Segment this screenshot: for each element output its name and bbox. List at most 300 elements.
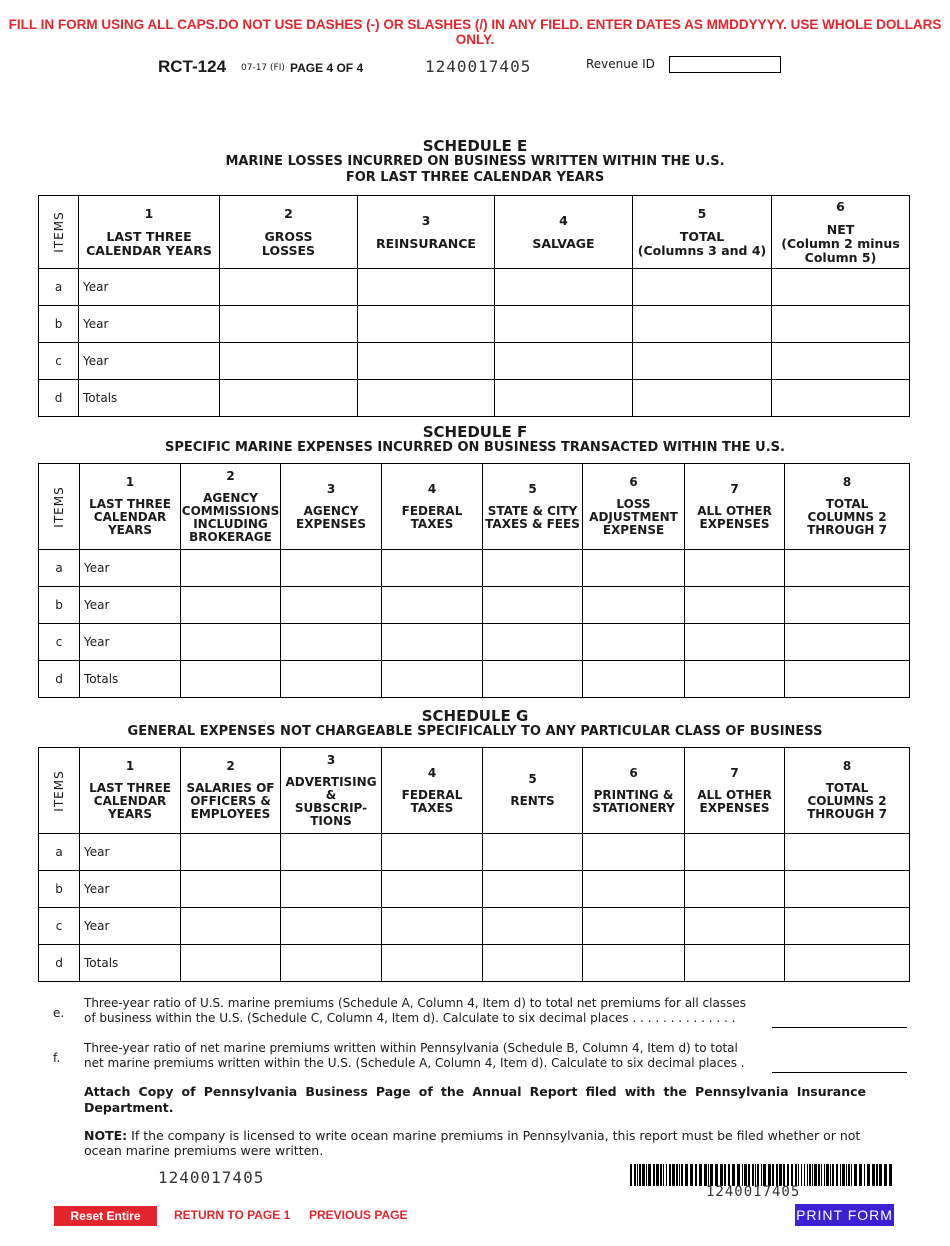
- column-heading-line: YEARS: [107, 523, 153, 537]
- amount-input-cell[interactable]: [685, 587, 785, 624]
- amount-input-cell[interactable]: [382, 587, 483, 624]
- ratio-f-text-2: net marine premiums written within the U.S. (Schedule A, Column 4, Item d). Calculate to six decimal places .: [84, 1056, 745, 1070]
- schedule-g-col-6-header: [583, 748, 685, 834]
- barcode-bar: [653, 1164, 655, 1186]
- row-year-field[interactable]: Year: [80, 624, 181, 661]
- amount-input-cell[interactable]: [685, 550, 785, 587]
- amount-input-cell[interactable]: [181, 908, 281, 945]
- column-heading-line: TOTAL: [825, 781, 869, 795]
- column-heading-line: AGENCY: [303, 503, 359, 518]
- barcode-bar: [783, 1164, 785, 1186]
- barcode-bar: [821, 1164, 822, 1186]
- amount-input-cell[interactable]: [483, 624, 583, 661]
- ratio-f-text-1: Three-year ratio of net marine premiums written within Pennsylvania (Schedule B, Column 4, Item d) to total: [84, 1041, 738, 1055]
- amount-input-cell[interactable]: [382, 624, 483, 661]
- amount-input-cell[interactable]: [685, 661, 785, 698]
- amount-input-cell[interactable]: [358, 343, 495, 380]
- print-form-button[interactable]: PRINT FORM: [795, 1204, 894, 1226]
- barcode-bar: [768, 1164, 771, 1186]
- barcode-bar: [761, 1164, 762, 1186]
- row-year-field[interactable]: Year: [80, 908, 181, 945]
- ratio-e-letter: e.: [53, 1006, 65, 1020]
- table-row: [39, 550, 910, 587]
- column-heading-line: TIONS: [310, 813, 352, 828]
- note-paragraph: [84, 1128, 884, 1158]
- column-heading-line: CALENDAR YEARS: [86, 242, 212, 258]
- column-heading-line: CALENDAR: [93, 794, 167, 808]
- schedule-f-col-6-header: [583, 464, 685, 550]
- column-heading-line: (Column 2 minus: [781, 235, 900, 251]
- barcode-bar: [867, 1164, 870, 1186]
- ratio-f-input[interactable]: [772, 1055, 907, 1073]
- row-year-field[interactable]: Year: [79, 269, 220, 306]
- column-heading-line: EXPENSES: [699, 516, 770, 531]
- amount-input-cell[interactable]: [483, 587, 583, 624]
- schedule-e-col-5-header: [633, 196, 772, 269]
- ocr-code-bottom: 1240017405: [158, 1168, 265, 1187]
- barcode-bar: [842, 1164, 845, 1186]
- note-text: If the company is licensed to write ocean marine premiums in Pennsylvania, this report must be filed whether or not ocean marine premiums were written.: [84, 1128, 861, 1158]
- table-row: [39, 945, 910, 982]
- items-label: ITEMS: [51, 211, 66, 253]
- column-heading-line: COMMISSIONS: [181, 503, 280, 518]
- column-heading-line: ADVERTISING: [285, 774, 377, 789]
- amount-input-cell[interactable]: [220, 343, 358, 380]
- schedule-g-title: SCHEDULE G: [421, 707, 529, 725]
- row-item-letter: b: [39, 871, 80, 908]
- barcode-bar: [660, 1164, 662, 1186]
- column-heading-line: EXPENSE: [602, 523, 665, 537]
- barcode-bar: [737, 1164, 740, 1186]
- barcode-bar: [666, 1164, 667, 1186]
- items-label: ITEMS: [52, 485, 66, 528]
- barcode-bar: [814, 1164, 817, 1186]
- column-number: 2: [226, 759, 235, 773]
- column-number: 1: [125, 475, 135, 489]
- amount-input-cell[interactable]: [583, 587, 685, 624]
- barcode-bar: [809, 1164, 811, 1186]
- amount-input-cell[interactable]: [495, 269, 633, 306]
- schedule-f-title: SCHEDULE F: [422, 423, 528, 441]
- column-heading-line: LAST THREE: [89, 781, 171, 795]
- column-heading-line: REINSURANCE: [376, 235, 476, 251]
- barcode-bar: [732, 1164, 735, 1186]
- barcode-bar: [704, 1164, 707, 1186]
- row-year-field[interactable]: Year: [80, 871, 181, 908]
- barcode-bar: [818, 1164, 820, 1186]
- table-row: [39, 624, 910, 661]
- barcode-bar: [708, 1164, 709, 1186]
- barcode-bar: [826, 1164, 829, 1186]
- column-heading-line: FEDERAL: [401, 503, 463, 518]
- amount-input-cell[interactable]: [181, 550, 281, 587]
- form-revision: 07-17 (FI): [241, 63, 285, 73]
- barcode-bar: [676, 1164, 678, 1186]
- items-header: [39, 196, 79, 269]
- amount-input-cell[interactable]: [785, 871, 910, 908]
- barcode-bar: [639, 1164, 641, 1186]
- column-heading-line: GROSS: [264, 228, 313, 244]
- column-heading-line: SALVAGE: [532, 235, 595, 251]
- column-number: 2: [226, 468, 235, 483]
- ratio-e-input[interactable]: [772, 1010, 907, 1028]
- column-heading-line: LAST THREE: [106, 228, 192, 244]
- schedule-e-header-row: [39, 196, 910, 269]
- barcode-bar: [812, 1164, 813, 1186]
- row-item-letter: d: [39, 661, 80, 698]
- row-item-letter: a: [39, 550, 80, 587]
- row-year-field[interactable]: Year: [80, 587, 181, 624]
- barcode-bar: [744, 1164, 747, 1186]
- barcode-bar: [710, 1164, 713, 1186]
- barcode-bar: [787, 1164, 789, 1186]
- column-heading-line: LAST THREE: [89, 497, 171, 511]
- barcode-bar: [715, 1164, 718, 1186]
- row-year-field[interactable]: Year: [80, 550, 181, 587]
- schedule-e-subtitle-2: FOR LAST THREE CALENDAR YEARS: [345, 170, 605, 185]
- barcode-bar: [836, 1164, 838, 1186]
- schedule-g-header-row: [39, 748, 910, 834]
- amount-input-cell[interactable]: [685, 871, 785, 908]
- amount-input-cell[interactable]: [281, 945, 382, 982]
- amount-input-cell[interactable]: [382, 945, 483, 982]
- schedule-f-col-2-header: [181, 464, 281, 550]
- barcode-bar: [669, 1164, 671, 1186]
- row-year-field[interactable]: Totals: [79, 380, 220, 417]
- barcode-bar: [757, 1164, 759, 1186]
- row-item-letter: b: [39, 306, 79, 343]
- column-number: 8: [842, 475, 852, 489]
- amount-input-cell[interactable]: [483, 661, 583, 698]
- schedule-f-header-row: [39, 464, 910, 550]
- row-year-field[interactable]: Totals: [80, 945, 181, 982]
- barcode-bar: [742, 1164, 743, 1186]
- table-row: [39, 269, 910, 306]
- column-heading-line: TOTAL: [679, 228, 725, 244]
- amount-input-cell[interactable]: [281, 834, 382, 871]
- amount-input-cell[interactable]: [382, 661, 483, 698]
- barcode-bar: [846, 1164, 847, 1186]
- column-heading-line: STATE & CITY: [487, 503, 578, 518]
- column-heading-line: &: [325, 787, 337, 802]
- amount-input-cell[interactable]: [583, 550, 685, 587]
- revenue-id-input[interactable]: [669, 56, 781, 73]
- column-heading-line: EMPLOYEES: [190, 807, 271, 821]
- column-heading-line: Column 5): [804, 249, 877, 265]
- amount-input-cell[interactable]: [495, 380, 633, 417]
- schedule-e-title: SCHEDULE E: [422, 137, 528, 155]
- amount-input-cell[interactable]: [633, 380, 772, 417]
- column-heading-line: YEARS: [107, 807, 153, 821]
- amount-input-cell[interactable]: [772, 306, 910, 343]
- amount-input-cell[interactable]: [181, 834, 281, 871]
- amount-input-cell[interactable]: [281, 908, 382, 945]
- barcode-bar: [728, 1164, 730, 1186]
- schedule-g-subtitle: GENERAL EXPENSES NOT CHARGEABLE SPECIFICALLY TO ANY PARTICULAR CLASS OF BUSINESS: [127, 724, 823, 739]
- column-number: 3: [326, 481, 336, 496]
- column-heading-line: FEDERAL: [401, 787, 463, 802]
- column-heading-line: LOSSES: [261, 242, 316, 258]
- amount-input-cell[interactable]: [181, 624, 281, 661]
- schedule-e-col-2-header: [220, 196, 358, 269]
- attach-note: Attach Copy of Pennsylvania Business Page of the Annual Report filed with the Pennsylvania Insurance Department.: [84, 1084, 866, 1115]
- table-row: [39, 834, 910, 871]
- barcode-bar: [656, 1164, 659, 1186]
- column-heading-line: EXPENSES: [699, 800, 770, 815]
- schedule-g-col-3-header: [281, 748, 382, 834]
- column-number: 7: [730, 765, 739, 780]
- column-number: 4: [427, 481, 437, 496]
- amount-input-cell[interactable]: [633, 306, 772, 343]
- schedule-e-col-3-header: [358, 196, 495, 269]
- amount-input-cell[interactable]: [281, 624, 382, 661]
- column-heading-line: CALENDAR: [93, 510, 167, 524]
- ratio-e-text-2: of business within the U.S. (Schedule C, Column 4, Item d). Calculate to six decimal places . . . . . . . . . . . . . .: [84, 1011, 736, 1025]
- column-heading-line: TAXES & FEES: [485, 516, 580, 531]
- schedule-g-col-2-header: [181, 748, 281, 834]
- column-number: 8: [842, 759, 852, 773]
- barcode-bar: [681, 1164, 683, 1186]
- schedule-f-col-7-header: [685, 464, 785, 550]
- barcode-bar: [685, 1164, 688, 1186]
- barcode-bar: [807, 1164, 808, 1186]
- column-heading-line: AGENCY: [203, 490, 258, 505]
- amount-input-cell[interactable]: [785, 661, 910, 698]
- table-row: [39, 871, 910, 908]
- previous-page-link[interactable]: PREVIOUS PAGE: [309, 1208, 408, 1222]
- amount-input-cell[interactable]: [785, 550, 910, 587]
- amount-input-cell[interactable]: [483, 945, 583, 982]
- schedule-e-col-4-header: [495, 196, 633, 269]
- column-heading-line: TAXES: [410, 800, 454, 815]
- amount-input-cell[interactable]: [281, 661, 382, 698]
- barcode-bar: [859, 1164, 862, 1186]
- amount-input-cell[interactable]: [382, 871, 483, 908]
- barcode-bar: [648, 1164, 651, 1186]
- table-row: [39, 380, 910, 417]
- barcode-bar: [851, 1164, 852, 1186]
- barcode-bar: [679, 1164, 680, 1186]
- schedule-g-table: [38, 747, 910, 982]
- barcode-bar: [755, 1164, 756, 1186]
- column-heading-line: STATIONERY: [592, 800, 675, 815]
- row-item-letter: c: [39, 624, 80, 661]
- amount-input-cell[interactable]: [220, 306, 358, 343]
- schedule-f-col-4-header: [382, 464, 483, 550]
- barcode-bar: [832, 1164, 834, 1186]
- barcode-bar: [889, 1164, 892, 1186]
- row-year-field[interactable]: Year: [79, 306, 220, 343]
- barcode-bar: [724, 1164, 726, 1186]
- barcode-bar: [830, 1164, 831, 1186]
- schedule-f-col-1-header: [80, 464, 181, 550]
- amount-input-cell[interactable]: [583, 871, 685, 908]
- amount-input-cell[interactable]: [685, 945, 785, 982]
- schedule-f-col-8-header: [785, 464, 910, 550]
- amount-input-cell[interactable]: [583, 945, 685, 982]
- schedule-f-subtitle: SPECIFIC MARINE EXPENSES INCURRED ON BUSINESS TRANSACTED WITHIN THE U.S.: [165, 440, 785, 455]
- column-number: 6: [629, 765, 638, 780]
- column-heading-line: COLUMNS 2: [807, 510, 887, 524]
- schedule-g-col-5-header: [483, 748, 583, 834]
- ratio-f-letter: f.: [53, 1051, 61, 1065]
- schedule-f-table: [38, 463, 910, 698]
- amount-input-cell[interactable]: [483, 908, 583, 945]
- amount-input-cell[interactable]: [685, 624, 785, 661]
- row-item-letter: a: [39, 269, 79, 306]
- barcode-bar: [630, 1164, 632, 1186]
- barcode-bar: [672, 1164, 675, 1186]
- column-number: 7: [730, 481, 739, 496]
- amount-input-cell[interactable]: [181, 945, 281, 982]
- amount-input-cell[interactable]: [483, 871, 583, 908]
- row-item-letter: a: [39, 834, 80, 871]
- barcode-bar: [791, 1164, 793, 1186]
- barcode-bar: [779, 1164, 782, 1186]
- amount-input-cell[interactable]: [382, 834, 483, 871]
- table-row: [39, 908, 910, 945]
- return-to-page-1-link[interactable]: RETURN TO PAGE 1: [174, 1208, 291, 1222]
- amount-input-cell[interactable]: [583, 908, 685, 945]
- amount-input-cell[interactable]: [181, 871, 281, 908]
- amount-input-cell[interactable]: [281, 871, 382, 908]
- column-number: 5: [697, 205, 707, 221]
- column-number: 2: [284, 205, 293, 221]
- instructions-banner: FILL IN FORM USING ALL CAPS.DO NOT USE DASHES (-) OR SLASHES (/) IN ANY FIELD. ENTER DATES AS MMDDYYYY. USE WHOLE DOLLARS ONLY.: [8, 17, 942, 47]
- row-year-field[interactable]: Year: [79, 343, 220, 380]
- row-item-letter: c: [39, 343, 79, 380]
- barcode-bar: [804, 1164, 805, 1186]
- barcode-bar: [748, 1164, 750, 1186]
- column-heading-line: NET: [826, 221, 855, 237]
- amount-input-cell[interactable]: [772, 343, 910, 380]
- amount-input-cell[interactable]: [772, 380, 910, 417]
- row-item-letter: d: [39, 380, 79, 417]
- barcode-bar: [884, 1164, 887, 1186]
- column-heading-line: SUBSCRIP-: [294, 800, 368, 815]
- column-heading-line: RENTS: [510, 794, 555, 808]
- items-header: [39, 464, 80, 550]
- amount-input-cell[interactable]: [181, 587, 281, 624]
- amount-input-cell[interactable]: [220, 269, 358, 306]
- column-number: 5: [528, 772, 537, 786]
- amount-input-cell[interactable]: [633, 269, 772, 306]
- column-heading-line: ALL OTHER: [697, 787, 772, 802]
- row-year-field[interactable]: Year: [80, 834, 181, 871]
- column-number: 6: [836, 198, 845, 214]
- amount-input-cell[interactable]: [281, 550, 382, 587]
- barcode-bar: [695, 1164, 697, 1186]
- reset-form-button[interactable]: Reset Entire Form: [54, 1206, 157, 1226]
- amount-input-cell[interactable]: [785, 834, 910, 871]
- amount-input-cell[interactable]: [358, 380, 495, 417]
- column-heading-line: PRINTING &: [593, 787, 674, 802]
- schedule-g-col-8-header: [785, 748, 910, 834]
- barcode-bar: [772, 1164, 774, 1186]
- schedule-g-col-1-header: [80, 748, 181, 834]
- amount-input-cell[interactable]: [281, 587, 382, 624]
- amount-input-cell[interactable]: [382, 550, 483, 587]
- form-id: RCT-124: [158, 57, 227, 76]
- amount-input-cell[interactable]: [772, 269, 910, 306]
- barcode-bar: [879, 1164, 882, 1186]
- table-row: [39, 661, 910, 698]
- table-row: [39, 587, 910, 624]
- amount-input-cell[interactable]: [495, 306, 633, 343]
- amount-input-cell[interactable]: [633, 343, 772, 380]
- amount-input-cell[interactable]: [583, 661, 685, 698]
- column-heading-line: SALARIES OF: [186, 781, 275, 795]
- column-heading-line: ALL OTHER: [697, 503, 772, 518]
- ocr-code-top: 1240017405: [425, 57, 532, 76]
- amount-input-cell[interactable]: [685, 834, 785, 871]
- amount-input-cell[interactable]: [583, 624, 685, 661]
- amount-input-cell[interactable]: [785, 587, 910, 624]
- revenue-id-label: Revenue ID: [586, 57, 655, 71]
- row-item-letter: b: [39, 587, 80, 624]
- amount-input-cell[interactable]: [181, 661, 281, 698]
- barcode-bar: [634, 1164, 636, 1186]
- barcode-bar: [824, 1164, 825, 1186]
- items-header: [39, 748, 80, 834]
- amount-input-cell[interactable]: [785, 624, 910, 661]
- table-row: [39, 306, 910, 343]
- schedule-e-table: [38, 195, 910, 417]
- column-heading-line: THROUGH 7: [807, 807, 887, 821]
- row-year-field[interactable]: Totals: [80, 661, 181, 698]
- schedule-g-col-4-header: [382, 748, 483, 834]
- amount-input-cell[interactable]: [785, 945, 910, 982]
- amount-input-cell[interactable]: [785, 908, 910, 945]
- column-heading-line: TOTAL: [825, 497, 869, 511]
- barcode-bar: [646, 1164, 647, 1186]
- barcode-bar: [876, 1164, 878, 1186]
- amount-input-cell[interactable]: [483, 550, 583, 587]
- amount-input-cell[interactable]: [358, 306, 495, 343]
- amount-input-cell[interactable]: [483, 834, 583, 871]
- amount-input-cell[interactable]: [382, 908, 483, 945]
- table-row: [39, 343, 910, 380]
- barcode-bar: [872, 1164, 875, 1186]
- amount-input-cell[interactable]: [358, 269, 495, 306]
- amount-input-cell[interactable]: [220, 380, 358, 417]
- column-heading-line: ADJUSTMENT: [589, 510, 678, 524]
- amount-input-cell[interactable]: [583, 834, 685, 871]
- column-number: 4: [427, 765, 437, 780]
- barcode-bar: [690, 1164, 693, 1186]
- column-number: 5: [528, 481, 537, 496]
- barcode-bar: [801, 1164, 802, 1186]
- column-number: 3: [421, 212, 431, 228]
- column-heading-line: TAXES: [410, 516, 454, 531]
- barcode-bar: [864, 1164, 865, 1186]
- column-number: 1: [125, 759, 135, 773]
- barcode-bar: [720, 1164, 723, 1186]
- column-heading-line: LOSS: [616, 497, 651, 511]
- column-heading-line: EXPENSES: [296, 516, 366, 531]
- amount-input-cell[interactable]: [495, 343, 633, 380]
- amount-input-cell[interactable]: [685, 908, 785, 945]
- column-number: 1: [144, 205, 154, 221]
- schedule-e-col-6-header: [772, 196, 910, 269]
- barcode-bar: [699, 1164, 702, 1186]
- column-heading-line: OFFICERS &: [190, 794, 271, 808]
- column-heading-line: INCLUDING: [193, 516, 268, 531]
- column-heading-line: (Columns 3 and 4): [637, 242, 767, 258]
- column-heading-line: THROUGH 7: [807, 523, 887, 537]
- column-number: 4: [559, 212, 568, 228]
- row-item-letter: d: [39, 945, 80, 982]
